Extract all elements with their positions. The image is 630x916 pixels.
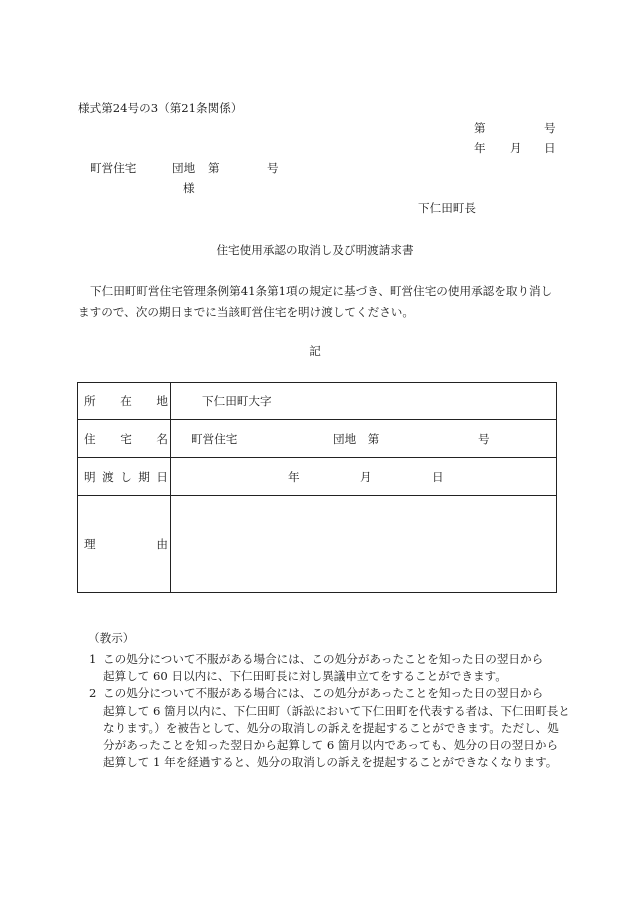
addressee-number-suffix: 号 — [267, 161, 279, 175]
vacate-date-label-cell — [78, 458, 171, 496]
vacate-date-value-cell — [171, 458, 556, 496]
document-title: 住宅使用承認の取消し及び明渡請求書 — [216, 243, 414, 257]
ki-heading: 記 — [309, 344, 321, 358]
instruction-line: 起算して 1 年を経過すると、処分の取消しの訴えを提起することができなくなります。 — [103, 755, 558, 770]
addressee-danchi: 団地 — [172, 161, 196, 175]
addressee-honorific: 様 — [183, 181, 195, 195]
instruction-heading: （教示） — [88, 631, 135, 645]
housing-name-danchi: 団地 第 — [333, 431, 380, 446]
instruction-item-number: 1 — [89, 652, 97, 666]
reason-label-cell — [78, 496, 171, 592]
details-table — [77, 382, 557, 593]
reason-value-cell — [171, 496, 556, 592]
instruction-item-number: 2 — [89, 686, 97, 701]
addressee-number-prefix: 第 — [208, 161, 220, 175]
doc-number-prefix: 第 — [474, 121, 486, 135]
instruction-line: 起算して 6 箇月以内に、下仁田町（訴訟において下仁田町を代表する者は、下仁田町長と — [103, 703, 570, 718]
vacate-date-month: 月 — [360, 469, 372, 484]
housing-name-housing: 町営住宅 — [191, 431, 238, 446]
location-value: 下仁田町大字 — [202, 394, 272, 408]
instruction-line: 起算して 60 日以内に、下仁田町長に対し異議申立てをすることができます。 — [103, 669, 507, 684]
body-line: ますので、次の期日までに当該町営住宅を明け渡してください。 — [78, 305, 414, 319]
instruction-list — [88, 651, 578, 771]
location-label: 所 在 地 — [84, 394, 168, 408]
issuer: 下仁田町長 — [418, 201, 476, 215]
doc-number-suffix: 号 — [544, 121, 556, 135]
location-label-cell — [78, 383, 171, 420]
body-line: 下仁田町町営住宅管理条例第41条第1項の規定に基づき、町営住宅の使用承認を取り消し — [90, 284, 553, 298]
instruction-line: この処分について不服がある場合には、この処分があったことを知った日の翌日から — [103, 652, 544, 666]
housing-name-value-cell — [171, 420, 556, 458]
instruction-item — [88, 651, 578, 685]
reason-label: 理 由 — [84, 537, 168, 551]
vacate-date-year: 年 — [288, 469, 300, 484]
form-number: 様式第24号の3（第21条関係） — [78, 101, 243, 115]
instruction-line: なります。）を被告として、処分の取消しの訴えを提起することができます。ただし、処 — [103, 720, 559, 735]
housing-name-label: 住 宅 名 — [84, 431, 168, 446]
vacate-date-label: 明 渡 し 期 日 — [84, 469, 168, 484]
housing-name-label-cell — [78, 420, 171, 458]
instruction-line: 分があったことを知った翌日から起算して 6 箇月以内であっても、処分の日の翌日から — [103, 738, 559, 753]
date-day: 日 — [544, 141, 556, 155]
housing-name-suffix: 号 — [478, 431, 490, 446]
date-year: 年 — [474, 141, 486, 155]
vacate-date-day: 日 — [432, 469, 444, 484]
date-month: 月 — [510, 141, 522, 155]
location-value-cell — [171, 383, 556, 420]
instruction-line: この処分について不服がある場合には、この処分があったことを知った日の翌日から — [103, 686, 544, 701]
addressee-housing: 町営住宅 — [90, 161, 137, 175]
instruction-item — [88, 685, 578, 771]
